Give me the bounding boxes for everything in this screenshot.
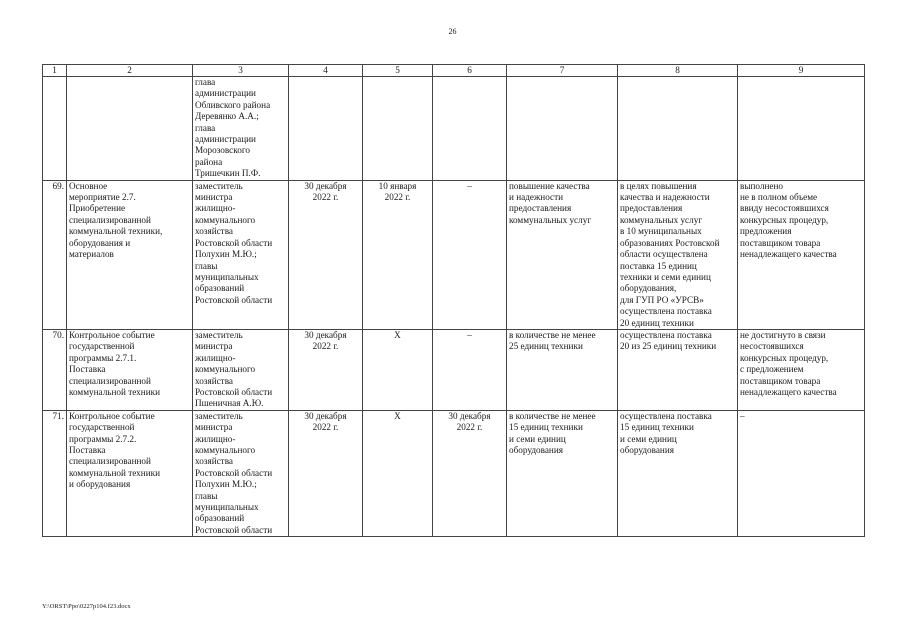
actual-start-date: X	[363, 329, 433, 410]
expected-result: повышение качества и надежности предоставления коммунальных услуг	[507, 180, 618, 329]
table-row	[43, 77, 865, 181]
event-name: Контрольное событие государственной программы 2.7.2. Поставка специализированной коммунальной техники и оборудования	[67, 410, 193, 536]
problems-note	[738, 77, 865, 181]
actual-result: в целях повышения качества и надежности предоставления коммунальных услуг в 10 муниципальных образованиях Ростовской области осуществлена поставка 15 единиц техники и семи единиц оборудования, для ГУП РО «УРСВ» осуществлена поставка 20 единиц техники	[618, 180, 738, 329]
row-number: 71.	[43, 410, 67, 536]
header-cell-5: 5	[363, 65, 433, 77]
row-number: 70.	[43, 329, 67, 410]
file-path-footer: Y:\ORST\Ppo\0227p104.f23.docx	[42, 603, 131, 610]
problems-note: выполнено не в полном объеме ввиду несостоявшихся конкурсных процедур, предложения поставщиком товара ненадлежащего качества	[738, 180, 865, 329]
actual-result: осуществлена поставка 15 единиц техники и семи единиц оборудования	[618, 410, 738, 536]
table-row	[43, 329, 865, 410]
expected-result: в количестве не менее 25 единиц техники	[507, 329, 618, 410]
responsible-person: заместитель министра жилищно- коммунального хозяйства Ростовской области Полухин М.Ю.; главы муниципальных образований Ростовской области	[193, 410, 289, 536]
actual-result: осуществлена поставка 20 из 25 единиц техники	[618, 329, 738, 410]
report-table	[42, 64, 865, 537]
header-cell-2: 2	[67, 65, 193, 77]
row-number: 69.	[43, 180, 67, 329]
event-name: Основное мероприятие 2.7. Приобретение специализированной коммунальной техники, оборудования и материалов	[67, 180, 193, 329]
actual-end-date	[433, 77, 507, 181]
header-cell-9: 9	[738, 65, 865, 77]
header-cell-3: 3	[193, 65, 289, 77]
header-cell-8: 8	[618, 65, 738, 77]
actual-start-date: X	[363, 410, 433, 536]
event-name: Контрольное событие государственной программы 2.7.1. Поставка специализированной коммунальной техники	[67, 329, 193, 410]
actual-end-date: –	[433, 180, 507, 329]
actual-result	[618, 77, 738, 181]
header-cell-7: 7	[507, 65, 618, 77]
responsible-person: заместитель министра жилищно- коммунального хозяйства Ростовской области Полухин М.Ю.; главы муниципальных образований Ростовской области	[193, 180, 289, 329]
event-name	[67, 77, 193, 181]
header-cell-6: 6	[433, 65, 507, 77]
actual-start-date: 10 января 2022 г.	[363, 180, 433, 329]
table-row	[43, 410, 865, 536]
problems-note: –	[738, 410, 865, 536]
planned-date: 30 декабря 2022 г.	[289, 410, 363, 536]
planned-date: 30 декабря 2022 г.	[289, 180, 363, 329]
responsible-person: заместитель министра жилищно- коммунального хозяйства Ростовской области Пшеничная А.Ю.	[193, 329, 289, 410]
header-row	[43, 65, 865, 77]
planned-date: 30 декабря 2022 г.	[289, 329, 363, 410]
expected-result: в количестве не менее 15 единиц техники и семи единиц оборудования	[507, 410, 618, 536]
problems-note: не достигнуто в связи несостоявшихся конкурсных процедур, с предложением поставщиком товара ненадлежащего качества	[738, 329, 865, 410]
actual-end-date: 30 декабря 2022 г.	[433, 410, 507, 536]
responsible-person: глава администрации Обливского района Деревянко А.А.; глава администрации Морозовского района Тришечкин П.Ф.	[193, 77, 289, 181]
header-cell-1: 1	[43, 65, 67, 77]
page-number: 26	[448, 27, 457, 36]
actual-start-date	[363, 77, 433, 181]
header-cell-4: 4	[289, 65, 363, 77]
expected-result	[507, 77, 618, 181]
row-number	[43, 77, 67, 181]
planned-date	[289, 77, 363, 181]
table-row	[43, 180, 865, 329]
actual-end-date: –	[433, 329, 507, 410]
